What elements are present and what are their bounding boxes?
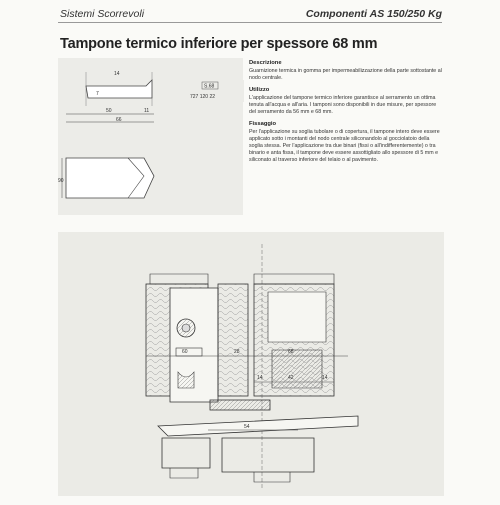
dim-54: 54 — [244, 424, 250, 430]
dim-60: 60 — [182, 349, 188, 355]
heading-descrizione: Descrizione — [249, 60, 282, 66]
text-utilizzo: L'applicazione del tampone termico inferiore garantisce al serramento un ottima tenuta all'acqua e all'aria. I tamponi sono disponibili in due misure, per spessore del serramento da 56 mm e 68 mm. — [249, 95, 437, 115]
header-divider — [58, 22, 442, 23]
dim-14: 14 — [114, 71, 120, 77]
description-block — [249, 60, 444, 164]
dim-68: 68 — [288, 349, 294, 355]
cross-section-panel — [58, 232, 444, 496]
part-size-label: S.68 — [204, 83, 215, 90]
heading-fissaggio: Fissaggio — [249, 121, 277, 127]
dim-90: 90 — [58, 178, 64, 184]
dim-42: 42 — [288, 375, 294, 381]
dim-14-left: 14 — [257, 375, 263, 381]
dim-7: 7 — [96, 91, 99, 97]
text-descrizione: Guarnizione termica in gomma per impermeabilizzazione della parte sottostante al nodo centrale. — [249, 68, 442, 81]
section-label: Sistemi Scorrevoli — [60, 8, 145, 20]
dim-11: 11 — [144, 108, 150, 114]
dim-14-right: 14 — [322, 375, 328, 381]
page-title: Tampone termico inferiore per spessore 68 mm — [60, 36, 378, 52]
series-label: Componenti AS 150/250 Kg — [305, 8, 442, 20]
part-code: 727 120 22 — [190, 94, 216, 100]
cross-section-drawing — [58, 232, 444, 496]
text-fissaggio: Per l'applicazione su soglia tubolare o di copertura, il tampone intero deve essere applicato sotto i montanti del nodo centrale siliconandolo al gocciolatoio della soglia stessa. Per l'applicazione tra due binari (fissi o all'indifferentemente) o tra binario e anta fissa, il tampone deve essere assottigliato allo spessore di 5 mm e siliconato al traverso inferiore del telaio o al pavimento. — [249, 129, 440, 163]
dim-50: 50 — [106, 108, 112, 114]
dim-66: 66 — [116, 117, 122, 123]
part-code-box — [178, 80, 244, 102]
dim-28: 28 — [234, 349, 240, 355]
heading-utilizzo: Utilizzo — [249, 87, 270, 93]
